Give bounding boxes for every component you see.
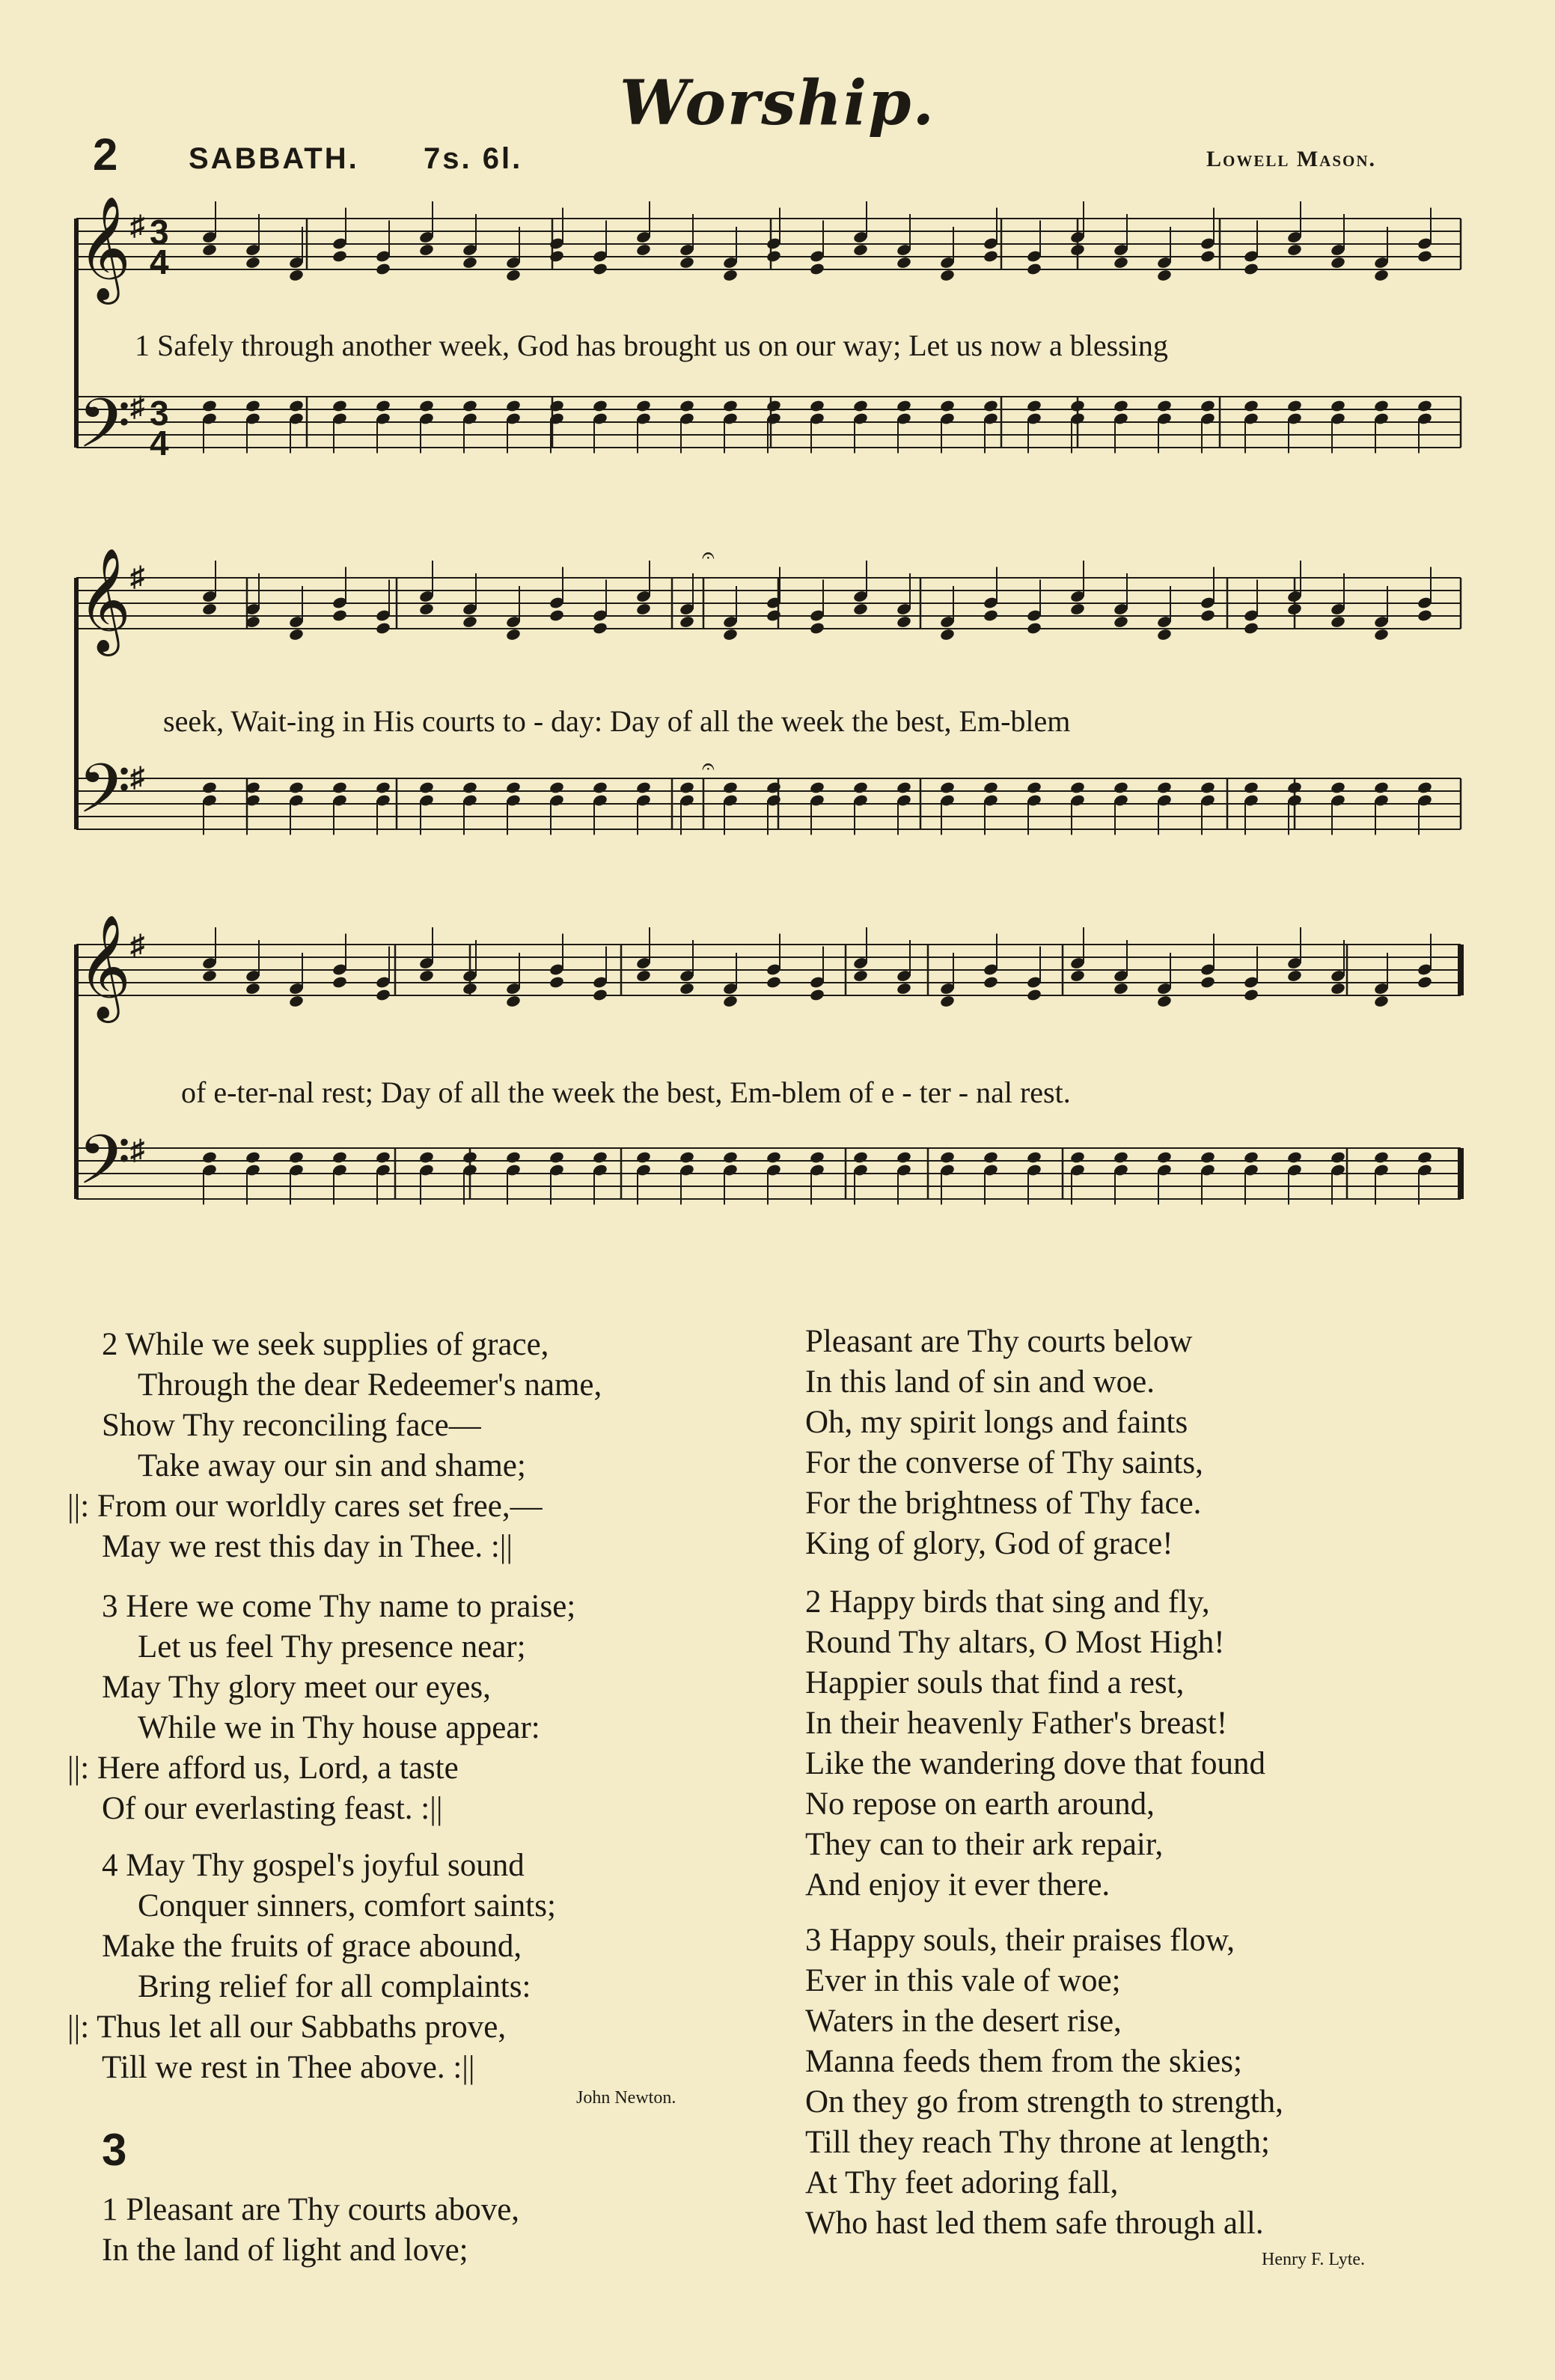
- note-head: [288, 269, 304, 282]
- verse: [805, 1322, 1203, 1564]
- fermata-icon: 𝄐: [702, 754, 715, 779]
- note-head: [896, 781, 911, 794]
- note-head: [288, 781, 304, 794]
- note-head: [1200, 608, 1215, 622]
- note-head: [1373, 995, 1389, 1008]
- note-head: [1243, 399, 1259, 412]
- meter: 7s. 6l.: [424, 142, 523, 175]
- verse-line: While we in Thy house appear:: [138, 1710, 540, 1745]
- note-head: [722, 399, 738, 412]
- verse-line: 2 Happy birds that sing and fly,: [805, 1584, 1210, 1620]
- note-head: [1243, 262, 1259, 275]
- verse-line: In the land of light and love;: [102, 2233, 468, 2268]
- note-head: [1330, 615, 1345, 629]
- note-head: [592, 262, 608, 275]
- note-head: [679, 256, 694, 269]
- note-head: [418, 781, 434, 794]
- note-head: [852, 1150, 868, 1164]
- note-head: [896, 615, 911, 629]
- note-head: [983, 249, 998, 263]
- treble-clef-icon: 𝄞: [78, 548, 131, 652]
- note-head: [332, 1150, 347, 1164]
- note-head: [1113, 256, 1128, 269]
- note-head: [375, 621, 391, 635]
- note-head: [245, 399, 260, 412]
- note-head: [201, 399, 217, 412]
- note-head: [201, 243, 217, 257]
- note-head: [1243, 621, 1259, 635]
- note-head: [1113, 1150, 1128, 1164]
- note-head: [1330, 982, 1345, 995]
- fermata-icon: 𝄐: [702, 543, 715, 568]
- note-head: [375, 781, 391, 794]
- note-head: [1200, 249, 1215, 263]
- treble-clef-icon: 𝄞: [78, 196, 131, 300]
- note-head: [1330, 256, 1345, 269]
- note-head: [809, 781, 825, 794]
- verse-line: On they go from strength to strength,: [805, 2084, 1283, 2120]
- note-head: [549, 399, 564, 412]
- verse-line: Through the dear Redeemer's name,: [138, 1367, 602, 1403]
- note-head: [375, 988, 391, 1001]
- note-head: [852, 969, 868, 983]
- note-head: [939, 628, 955, 641]
- note-head: [505, 399, 521, 412]
- bass-clef-icon: 𝄢: [78, 1120, 131, 1216]
- time-signature: [150, 394, 169, 463]
- note-head: [1200, 399, 1215, 412]
- verse-line: They can to their ark repair,: [805, 1827, 1164, 1862]
- verse: [102, 2190, 519, 2271]
- verse-line: 3 Here we come Thy name to praise;: [102, 1589, 576, 1624]
- verse-line: ||: Here afford us, Lord, a taste: [67, 1751, 459, 1786]
- note-head: [1026, 262, 1042, 275]
- note-head: [332, 249, 347, 263]
- bass-clef-icon: 𝄢: [78, 384, 131, 480]
- note-head: [809, 399, 825, 412]
- note-head: [1156, 781, 1172, 794]
- note-head: [635, 602, 651, 616]
- note-head: [766, 399, 781, 412]
- verse-line: Let us feel Thy presence near;: [138, 1629, 526, 1665]
- note-head: [852, 602, 868, 616]
- note-head: [635, 969, 651, 983]
- page-header: Worship.: [619, 67, 936, 139]
- note-head: [983, 781, 998, 794]
- note-head: [505, 628, 521, 641]
- note-head: [852, 243, 868, 257]
- hymn-number: 3: [102, 2125, 127, 2175]
- verse-line: May Thy glory meet our eyes,: [102, 1670, 491, 1705]
- verse-line: Round Thy altars, O Most High!: [805, 1625, 1225, 1660]
- verse-line: No repose on earth around,: [805, 1786, 1155, 1822]
- note-head: [679, 982, 694, 995]
- note-head: [1069, 602, 1085, 616]
- note-head: [635, 1150, 651, 1164]
- time-signature-top: 3: [150, 394, 169, 433]
- note-head: [1417, 399, 1432, 412]
- note-head: [1286, 602, 1302, 616]
- note-head: [635, 781, 651, 794]
- note-head: [1243, 1150, 1259, 1164]
- note-head: [418, 399, 434, 412]
- note-head: [679, 781, 694, 794]
- note-head: [635, 243, 651, 257]
- note-head: [1026, 781, 1042, 794]
- note-head: [332, 975, 347, 989]
- note-head: [245, 256, 260, 269]
- note-head: [462, 1150, 477, 1164]
- note-head: [1286, 969, 1302, 983]
- note-head: [939, 399, 955, 412]
- note-head: [1417, 781, 1432, 794]
- note-head: [462, 256, 477, 269]
- note-head: [288, 399, 304, 412]
- verse-line: Ever in this vale of woe;: [805, 1963, 1121, 1998]
- note-head: [549, 975, 564, 989]
- note-head: [1156, 269, 1172, 282]
- verse-line: 3 Happy souls, their praises flow,: [805, 1923, 1235, 1958]
- note-head: [549, 608, 564, 622]
- note-head: [766, 975, 781, 989]
- verse-line: For the converse of Thy saints,: [805, 1445, 1203, 1480]
- note-head: [852, 399, 868, 412]
- verse-line: Make the fruits of grace abound,: [102, 1929, 522, 1964]
- note-head: [896, 982, 911, 995]
- note-head: [1156, 628, 1172, 641]
- note-head: [939, 1150, 955, 1164]
- author-credit: John Newton.: [576, 2088, 676, 2108]
- note-head: [766, 249, 781, 263]
- note-head: [375, 262, 391, 275]
- note-head: [505, 269, 521, 282]
- note-head: [462, 399, 477, 412]
- note-head: [983, 1150, 998, 1164]
- note-head: [1026, 1150, 1042, 1164]
- note-head: [549, 1150, 564, 1164]
- note-head: [852, 781, 868, 794]
- note-head: [505, 1150, 521, 1164]
- note-head: [332, 608, 347, 622]
- note-head: [1373, 628, 1389, 641]
- time-signature: [150, 213, 169, 281]
- verse-line: 2 While we seek supplies of grace,: [102, 1327, 549, 1362]
- note-head: [505, 781, 521, 794]
- note-head: [722, 781, 738, 794]
- verse-line: Like the wandering dove that found: [805, 1746, 1265, 1781]
- note-head: [635, 399, 651, 412]
- verse-line: Pleasant are Thy courts below: [805, 1324, 1193, 1359]
- note-head: [1286, 243, 1302, 257]
- note-head: [1069, 1150, 1085, 1164]
- key-signature-sharp: ♯: [130, 561, 144, 593]
- note-head: [592, 1150, 608, 1164]
- key-signature-sharp: ♯: [130, 391, 144, 423]
- note-head: [375, 1150, 391, 1164]
- note-head: [418, 243, 434, 257]
- verse-line: Take away our sin and shame;: [138, 1448, 526, 1483]
- note-head: [1417, 608, 1432, 622]
- note-head: [1026, 988, 1042, 1001]
- note-head: [1330, 399, 1345, 412]
- note-head: [1417, 975, 1432, 989]
- verse-line: Happier souls that find a rest,: [805, 1665, 1185, 1700]
- note-head: [288, 628, 304, 641]
- note-head: [592, 399, 608, 412]
- note-head: [1156, 1150, 1172, 1164]
- note-head: [418, 969, 434, 983]
- note-head: [679, 615, 694, 629]
- note-head: [722, 995, 738, 1008]
- note-head: [1069, 399, 1085, 412]
- note-head: [418, 602, 434, 616]
- verse-line: Manna feeds them from the skies;: [805, 2044, 1242, 2079]
- note-head: [1286, 399, 1302, 412]
- note-head: [809, 988, 825, 1001]
- verse-line: For the brightness of Thy face.: [805, 1486, 1202, 1521]
- verse-line: 4 May Thy gospel's joyful sound: [102, 1848, 525, 1883]
- note-head: [592, 621, 608, 635]
- note-head: [1373, 269, 1389, 282]
- note-head: [201, 781, 217, 794]
- verse-line: Conquer sinners, comfort saints;: [138, 1888, 556, 1923]
- note-head: [375, 399, 391, 412]
- note-head: [1200, 781, 1215, 794]
- note-head: [1200, 975, 1215, 989]
- verse-line: Bring relief for all complaints:: [138, 1969, 531, 2004]
- note-head: [722, 1150, 738, 1164]
- note-head: [1113, 982, 1128, 995]
- note-head: [1417, 1150, 1432, 1164]
- note-head: [1113, 781, 1128, 794]
- note-head: [896, 1150, 911, 1164]
- note-head: [288, 995, 304, 1008]
- note-head: [1026, 621, 1042, 635]
- note-head: [245, 1150, 260, 1164]
- note-head: [592, 988, 608, 1001]
- lyric-line: seek, Wait-ing in His courts to - day: Day of all the week the best, Em-blem: [163, 704, 1071, 738]
- lyric-line: of e-ter-nal rest; Day of all the week the best, Em-blem of e - ter - nal rest.: [181, 1075, 1071, 1109]
- tune-name: SABBATH.: [189, 142, 359, 175]
- note-head: [896, 399, 911, 412]
- verse-line: 1 Pleasant are Thy courts above,: [102, 2192, 520, 2227]
- time-signature-bottom: 4: [150, 242, 169, 281]
- note-head: [1069, 243, 1085, 257]
- note-head: [245, 982, 260, 995]
- note-head: [201, 602, 217, 616]
- note-head: [722, 269, 738, 282]
- note-head: [1113, 399, 1128, 412]
- note-head: [679, 399, 694, 412]
- note-head: [809, 1150, 825, 1164]
- note-head: [983, 399, 998, 412]
- verse-line: ||: Thus let all our Sabbaths prove,: [67, 2010, 507, 2045]
- note-head: [1286, 1150, 1302, 1164]
- verse-line: Till we rest in Thee above. :||: [102, 2050, 475, 2085]
- note-head: [1243, 988, 1259, 1001]
- time-signature-bottom: 4: [150, 424, 169, 463]
- note-head: [939, 269, 955, 282]
- verse-line: Waters in the desert rise,: [805, 2004, 1122, 2039]
- note-head: [983, 975, 998, 989]
- note-head: [1113, 615, 1128, 629]
- verse: [805, 1582, 1265, 1905]
- composer-name: Lowell Mason.: [1206, 147, 1377, 171]
- note-head: [1373, 781, 1389, 794]
- note-head: [332, 781, 347, 794]
- verse-line: In this land of sin and woe.: [805, 1364, 1155, 1400]
- verse-line: Of our everlasting feast. :||: [102, 1791, 443, 1826]
- note-head: [766, 608, 781, 622]
- note-head: [288, 1150, 304, 1164]
- note-head: [462, 615, 477, 629]
- note-head: [766, 1150, 781, 1164]
- note-head: [896, 256, 911, 269]
- time-signature-top: 3: [150, 213, 169, 251]
- treble-clef-icon: 𝄞: [78, 915, 131, 1019]
- note-head: [505, 995, 521, 1008]
- note-head: [1156, 399, 1172, 412]
- note-head: [1026, 399, 1042, 412]
- verse-line: Oh, my spirit longs and faints: [805, 1405, 1188, 1440]
- verse: [67, 1587, 576, 1829]
- note-head: [1330, 781, 1345, 794]
- note-head: [679, 1150, 694, 1164]
- verse-line: And enjoy it ever there.: [805, 1867, 1111, 1903]
- note-head: [1156, 995, 1172, 1008]
- note-head: [201, 969, 217, 983]
- verse: [67, 1325, 602, 1567]
- key-signature-sharp: ♯: [130, 210, 144, 242]
- key-signature-sharp: ♯: [130, 930, 144, 961]
- author-credit: Henry F. Lyte.: [1262, 2250, 1366, 2269]
- note-head: [462, 781, 477, 794]
- note-head: [939, 781, 955, 794]
- verse-line: May we rest this day in Thee. :||: [102, 1529, 513, 1564]
- note-head: [462, 982, 477, 995]
- note-head: [809, 262, 825, 275]
- note-head: [549, 249, 564, 263]
- hymn-number: 2: [93, 129, 118, 180]
- note-head: [1069, 969, 1085, 983]
- verse: [67, 1846, 556, 2088]
- note-head: [332, 399, 347, 412]
- note-head: [1243, 781, 1259, 794]
- verse-line: Till they reach Thy throne at length;: [805, 2125, 1271, 2160]
- note-head: [1286, 781, 1302, 794]
- note-head: [766, 781, 781, 794]
- note-head: [592, 781, 608, 794]
- note-head: [418, 1150, 434, 1164]
- note-head: [1373, 1150, 1389, 1164]
- verse-line: King of glory, God of grace!: [805, 1526, 1173, 1561]
- verse-line: ||: From our worldly cares set free,—: [67, 1489, 543, 1524]
- note-head: [1417, 249, 1432, 263]
- bass-clef-icon: 𝄢: [78, 749, 131, 845]
- verse-line: Who hast led them safe through all.: [805, 2206, 1264, 2241]
- note-head: [1330, 1150, 1345, 1164]
- note-head: [549, 781, 564, 794]
- note-head: [939, 995, 955, 1008]
- note-head: [1069, 781, 1085, 794]
- key-signature-sharp: ♯: [130, 762, 144, 793]
- note-head: [809, 621, 825, 635]
- key-signature-sharp: ♯: [130, 1135, 144, 1166]
- note-head: [983, 608, 998, 622]
- verse-line: In their heavenly Father's breast!: [805, 1706, 1228, 1741]
- note-head: [201, 1150, 217, 1164]
- verse: [805, 1920, 1283, 2244]
- lyric-line: 1 Safely through another week, God has brought us on our way; Let us now a blessing: [135, 329, 1168, 362]
- verse-line: Show Thy reconciling face—: [102, 1408, 481, 1443]
- note-head: [1373, 399, 1389, 412]
- note-head: [1200, 1150, 1215, 1164]
- note-head: [722, 628, 738, 641]
- verse-line: At Thy feet adoring fall,: [805, 2165, 1119, 2200]
